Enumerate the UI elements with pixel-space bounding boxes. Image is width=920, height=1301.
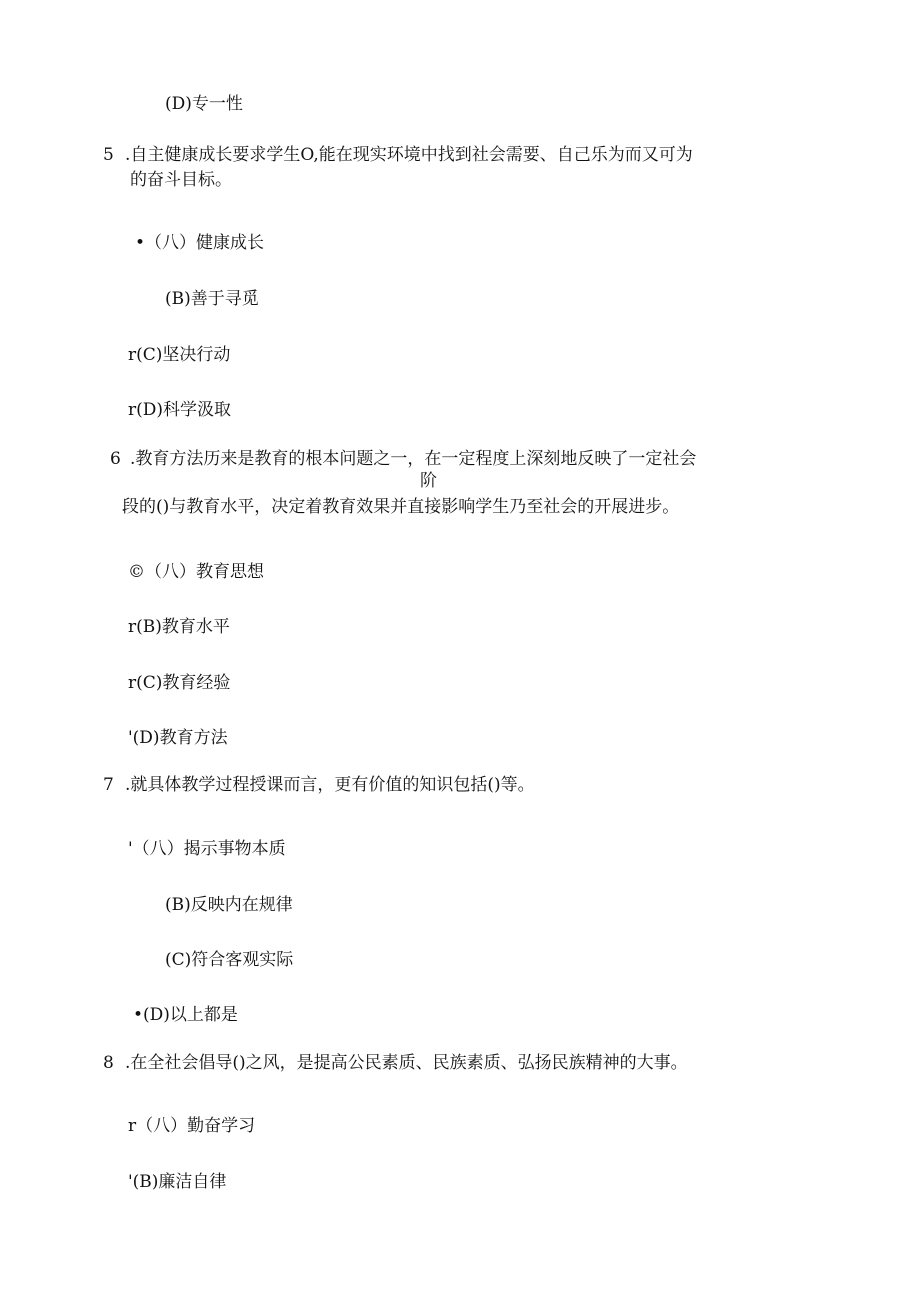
q5-option-b[interactable]: (B)善于寻觅: [165, 289, 259, 309]
q7-option-a[interactable]: '（八）揭示事物本质: [128, 839, 286, 859]
q6-option-d[interactable]: '(D)教育方法: [128, 728, 228, 748]
q8-text-line1: .在全社会倡导()之风，是提高公民素质、民族素质、弘扬民族精神的大事。: [125, 1053, 688, 1073]
q6-option-b[interactable]: r(B)教育水平: [128, 617, 230, 637]
q4-option-d[interactable]: (D)专一性: [165, 94, 243, 114]
q6-text-line2: 段的()与教育水平，决定着教育效果并直接影响学生乃至社会的开展进步。: [122, 497, 680, 517]
q8-number: 8: [103, 1053, 114, 1073]
q6-text-line1: .教育方法历来是教育的根本问题之一，在一定程度上深刻地反映了一定社会: [130, 449, 697, 469]
q7-option-c[interactable]: (C)符合客观实际: [165, 950, 294, 970]
q6-text-wrap: 阶: [420, 471, 437, 491]
q5-text-line1: .自主健康成长要求学生O,能在现实环境中找到社会需要、自己乐为而又可为: [125, 145, 693, 165]
q5-text-line2: 的奋斗目标。: [130, 170, 232, 190]
q8-option-a[interactable]: r（八）勤奋学习: [128, 1116, 256, 1136]
q7-number: 7: [103, 775, 114, 795]
q5-number: 5: [103, 145, 114, 165]
q5-option-c[interactable]: r(C)坚决行动: [128, 345, 231, 365]
q6-number: 6: [110, 449, 121, 469]
q6-option-c[interactable]: r(C)教育经验: [128, 673, 231, 693]
q5-option-a[interactable]: •（八）健康成长: [135, 233, 265, 253]
q6-option-a[interactable]: ©（八）教育思想: [128, 562, 264, 582]
q7-option-b[interactable]: (B)反映内在规律: [165, 895, 293, 915]
q7-text-line1: .就具体教学过程授课而言，更有价值的知识包括()等。: [125, 775, 535, 795]
q5-option-d[interactable]: r(D)科学汲取: [128, 400, 232, 420]
q7-option-d[interactable]: •(D)以上都是: [133, 1005, 238, 1025]
q8-option-b[interactable]: '(B)廉洁自律: [128, 1172, 227, 1192]
